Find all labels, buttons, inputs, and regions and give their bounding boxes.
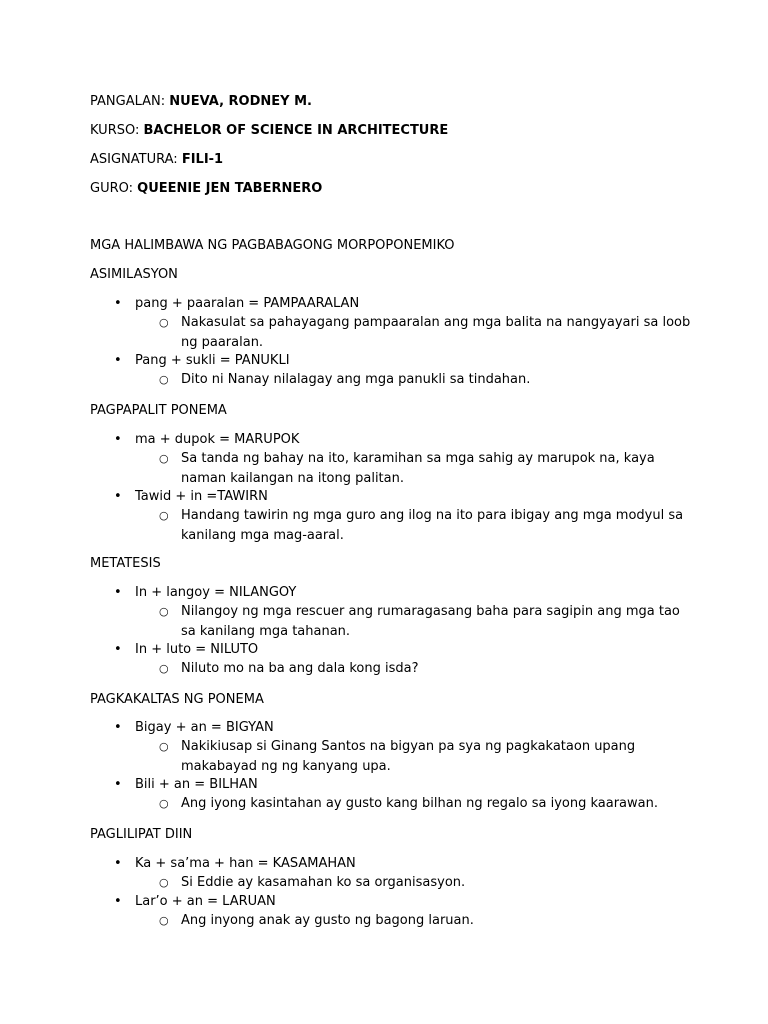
name-line [90, 92, 312, 111]
circle-bullet-icon: ○ [159, 662, 169, 675]
bullet-icon: • [114, 856, 122, 871]
section-heading: PAGLILIPAT DIIN [90, 827, 193, 842]
bullet-icon: • [114, 720, 122, 735]
circle-bullet-icon: ○ [159, 316, 169, 329]
example-text: Sa tanda ng bahay na ito, karamihan sa mga sahig ay marupok na, kaya naman kailangan na itong palitan. [181, 451, 655, 486]
course-line [90, 121, 448, 140]
bullet-icon: • [114, 642, 122, 657]
bullet-icon: • [114, 585, 122, 600]
bullet-icon: • [114, 777, 122, 792]
section-heading: METATESIS [90, 556, 161, 571]
section-heading: PAGKAKALTAS NG PONEMA [90, 692, 264, 707]
circle-bullet-icon: ○ [159, 914, 169, 927]
bullet-icon: • [114, 894, 122, 909]
circle-bullet-icon: ○ [159, 452, 169, 465]
main-title: MGA HALIMBAWA NG PAGBABAGONG MORPOPONEMIKO [90, 238, 455, 253]
bullet-text: In + langoy = NILANGOY [135, 585, 297, 600]
subject-line [90, 150, 223, 169]
circle-bullet-icon: ○ [159, 797, 169, 810]
bullet-text: In + luto = NILUTO [135, 642, 259, 657]
example-text: Dito ni Nanay nilalagay ang mga panukli sa tindahan. [181, 372, 531, 387]
example-text: Nilangoy ng mga rescuer ang rumaragasang baha para sagipin ang mga tao sa kanilang mga tahanan. [181, 604, 680, 639]
bullet-icon: • [114, 296, 122, 311]
bullet-icon: • [114, 353, 122, 368]
bullet-icon: • [114, 489, 122, 504]
teacher-label: GURO: [90, 181, 138, 196]
circle-bullet-icon: ○ [159, 876, 169, 889]
example-text: Nakikiusap si Ginang Santos na bigyan pa sya ng pagkakataon upang makabayad ng ng kanyang upa. [181, 739, 636, 774]
circle-bullet-icon: ○ [159, 605, 169, 618]
course-value: BACHELOR OF SCIENCE IN ARCHITECTURE [143, 123, 449, 138]
name-label: PANGALAN: [90, 94, 170, 109]
bullet-text: Bigay + an = BIGYAN [135, 720, 274, 735]
example-text: Ang iyong kasintahan ay gusto kang bilhan ng regalo sa iyong kaarawan. [181, 796, 658, 811]
bullet-text: Pang + sukli = PANUKLI [135, 353, 290, 368]
section-heading: PAGPAPALIT PONEMA [90, 403, 227, 418]
bullet-text: Ka + sa’ma + han = KASAMAHAN [135, 856, 356, 871]
example-text: Ang inyong anak ay gusto ng bagong laruan. [181, 913, 474, 928]
teacher-line [90, 179, 322, 198]
course-label: KURSO: [90, 123, 144, 138]
circle-bullet-icon: ○ [159, 509, 169, 522]
bullet-icon: • [114, 432, 122, 447]
example-text: Niluto mo na ba ang dala kong isda? [181, 661, 419, 676]
section-heading: ASIMILASYON [90, 267, 178, 282]
name-value: NUEVA, RODNEY M. [169, 94, 312, 109]
bullet-text: Lar’o + an = LARUAN [135, 894, 276, 909]
subject-label: ASIGNATURA: [90, 152, 182, 167]
subject-value: FILI-1 [181, 152, 224, 167]
circle-bullet-icon: ○ [159, 740, 169, 753]
example-text: Handang tawirin ng mga guro ang ilog na ito para ibigay ang mga modyul sa kanilang mga mag-aaral. [181, 508, 684, 543]
circle-bullet-icon: ○ [159, 373, 169, 386]
teacher-value: QUEENIE JEN TABERNERO [137, 181, 323, 196]
bullet-text: ma + dupok = MARUPOK [135, 432, 300, 447]
bullet-text: pang + paaralan = PAMPAARALAN [135, 296, 360, 311]
bullet-text: Tawid + in =TAWIRN [135, 489, 268, 504]
bullet-text: Bili + an = BILHAN [135, 777, 258, 792]
example-text: Si Eddie ay kasamahan ko sa organisasyon. [181, 875, 466, 890]
example-text: Nakasulat sa pahayagang pampaaralan ang mga balita na nangyayari sa loob ng paaralan. [181, 315, 691, 350]
